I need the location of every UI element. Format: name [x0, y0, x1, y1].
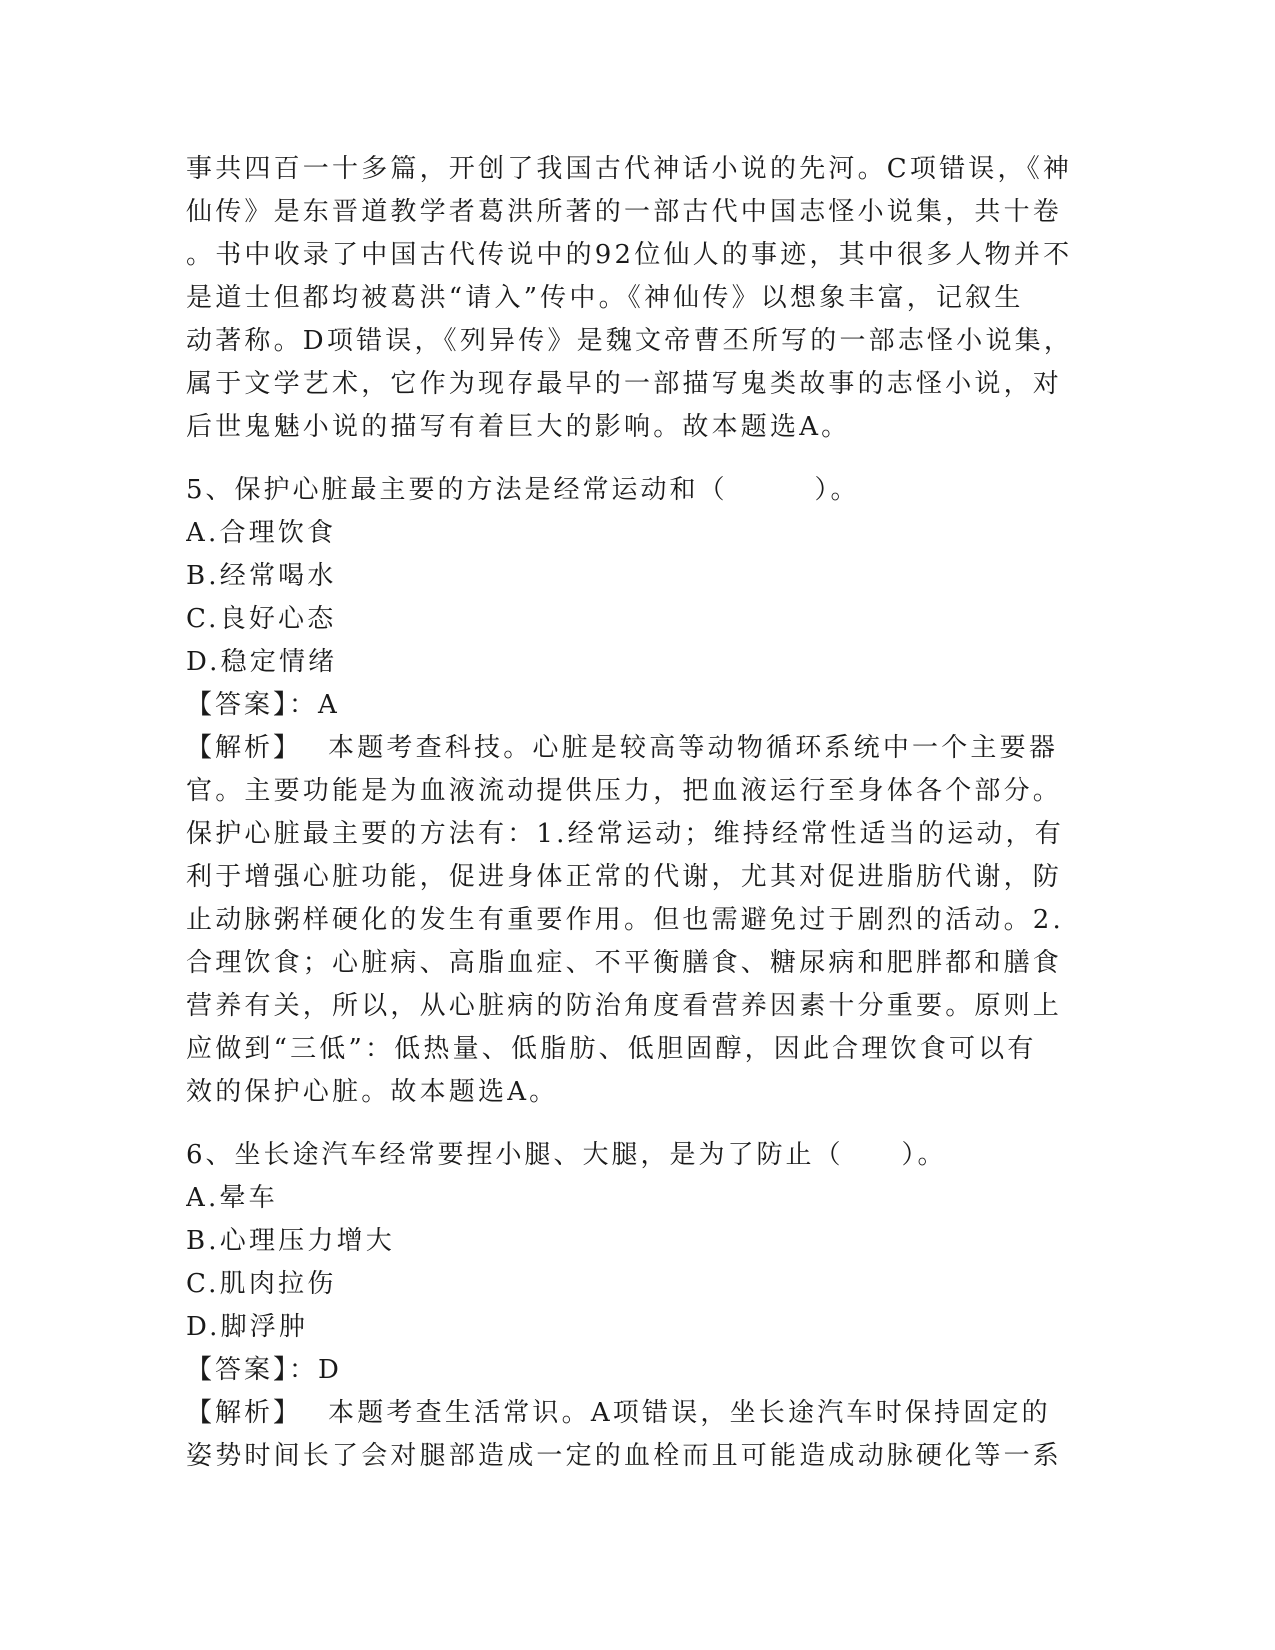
question-6 — [186, 1134, 1086, 1478]
text-line: 合理饮食；心脏病、高脂血症、不平衡膳食、糖尿病和肥胖都和膳食 — [186, 948, 1063, 978]
text-line: 姿势时间长了会对腿部造成一定的血栓而且可能造成动脉硬化等一系 — [186, 1441, 1063, 1471]
text-line: 止动脉粥样硬化的发生有重要作用。但也需避免过于剧烈的活动。2. — [186, 905, 1065, 935]
analysis-text: 本题考查科技。心脏是较高等动物循环系统中一个主要器 — [328, 733, 1059, 763]
answer-label: 【答案】： — [186, 690, 319, 720]
option-b: B.经常喝水 — [186, 561, 337, 591]
text-line: 动著称。D项错误，《列异传》是魏文帝曹丕所写的一部志怪小说集， — [186, 326, 1074, 356]
option-c: C.良好心态 — [186, 604, 337, 634]
question-title: 5、保护心脏最主要的方法是经常运动和（ ）。 — [186, 475, 860, 505]
answer-label: 【答案】： — [186, 1355, 319, 1385]
text-line: 是道士但都均被葛洪“请入”传中。《神仙传》以想象丰富，记叙生 — [186, 283, 1024, 313]
document-page — [186, 148, 1086, 1478]
analysis-label: 【解析】 — [186, 733, 303, 763]
analysis-line — [186, 727, 1086, 770]
answer-line — [186, 684, 1086, 727]
option-d: D.脚浮肿 — [186, 1312, 309, 1342]
option-a: A.晕车 — [186, 1183, 278, 1213]
analysis-text: 本题考查生活常识。A项错误，坐长途汽车时保持固定的 — [328, 1398, 1051, 1428]
option-a: A.合理饮食 — [186, 518, 337, 548]
text-line: 效的保护心脏。故本题选A。 — [186, 1077, 559, 1107]
text-line: 官。主要功能是为血液流动提供压力，把血液运行至身体各个部分。 — [186, 776, 1063, 806]
answer-value: A — [318, 690, 340, 720]
text-line: 后世鬼魅小说的描写有着巨大的影响。故本题选A。 — [186, 412, 851, 442]
text-line: 应做到“三低”：低热量、低脂肪、低胆固醇，因此合理饮食可以有 — [186, 1034, 1037, 1064]
question-5 — [186, 469, 1086, 1114]
text-line: 属于文学艺术，它作为现存最早的一部描写鬼类故事的志怪小说，对 — [186, 369, 1063, 399]
option-d: D.稳定情绪 — [186, 647, 338, 677]
text-line: 仙传》是东晋道教学者葛洪所著的一部古代中国志怪小说集，共十卷 — [186, 197, 1063, 227]
text-line: 利于增强心脏功能，促进身体正常的代谢，尤其对促进脂肪代谢，防 — [186, 862, 1063, 892]
analysis-line — [186, 1392, 1086, 1435]
answer-value: D — [318, 1355, 343, 1385]
question-title: 6、坐长途汽车经常要捏小腿、大腿，是为了防止（ ）。 — [186, 1140, 947, 1170]
spacer — [186, 1114, 1086, 1134]
option-b: B.心理压力增大 — [186, 1226, 395, 1256]
analysis-label: 【解析】 — [186, 1398, 303, 1428]
text-line: 营养有关，所以，从心脏病的防治角度看营养因素十分重要。原则上 — [186, 991, 1063, 1021]
text-line: 事共四百一十多篇，开创了我国古代神话小说的先河。C项错误，《神 — [186, 154, 1073, 184]
text-line: 保护心脏最主要的方法有：1.经常运动；维持经常性适当的运动，有 — [186, 819, 1065, 849]
previous-explanation — [186, 148, 1086, 449]
text-line: 。书中收录了中国古代传说中的92位仙人的事迹，其中很多人物并不 — [186, 240, 1073, 270]
spacer — [186, 449, 1086, 469]
answer-line — [186, 1349, 1086, 1392]
option-c: C.肌肉拉伤 — [186, 1269, 337, 1299]
